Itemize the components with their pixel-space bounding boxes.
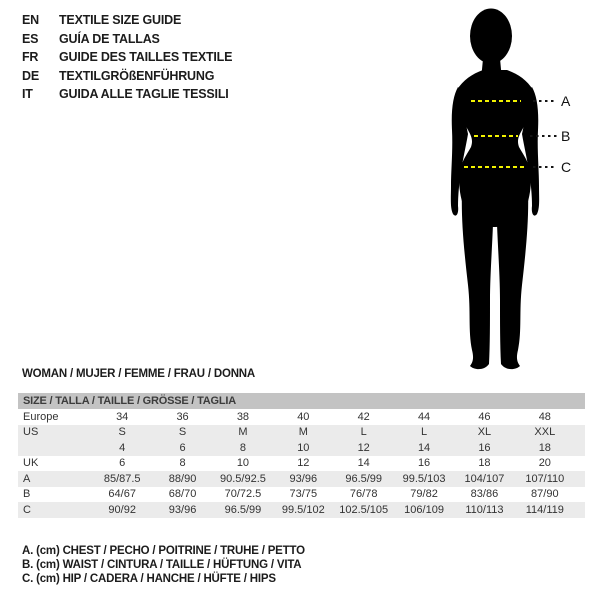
row-label: UK xyxy=(23,457,39,470)
cell: 83/86 xyxy=(470,488,499,501)
cell: 73/75 xyxy=(289,488,318,501)
cell: 8 xyxy=(239,441,246,454)
lang-title: GUIDE DES TAILLES TEXTILE xyxy=(59,50,233,65)
cell: 38 xyxy=(236,410,250,423)
cell: 70/72.5 xyxy=(224,488,262,501)
cell: 18 xyxy=(538,441,551,454)
lang-row-de xyxy=(22,67,232,86)
cell: S xyxy=(178,426,187,439)
table-row-europe xyxy=(18,409,585,425)
cell: 40 xyxy=(297,410,310,423)
table-row-chest-a xyxy=(18,471,585,487)
cell: 110/113 xyxy=(465,503,504,516)
size-table xyxy=(18,393,585,518)
lang-title: TEXTILE SIZE GUIDE xyxy=(59,13,182,27)
cell: 4 xyxy=(119,441,126,454)
lang-code: DE xyxy=(22,68,39,83)
lang-row-fr xyxy=(22,48,232,67)
cell: 42 xyxy=(357,410,370,423)
legend-waist: B. (cm) WAIST / CINTURA / TAILLE / HÜFTUNG / VITA xyxy=(22,558,302,571)
cell: 88/90 xyxy=(168,472,197,485)
cell: 36 xyxy=(176,410,189,423)
table-row-us-letters xyxy=(18,425,585,441)
cell: M xyxy=(238,426,248,439)
woman-silhouette xyxy=(430,0,575,378)
cell: 99.5/102 xyxy=(281,503,325,516)
table-row-waist-b xyxy=(18,487,585,503)
legend-hip: C. (cm) HIP / CADERA / HANCHE / HÜFTE / HIPS xyxy=(22,572,276,585)
cell: L xyxy=(360,426,367,439)
cell: 102.5/105 xyxy=(339,503,389,516)
cell: 104/107 xyxy=(464,472,505,485)
cell: 46 xyxy=(478,410,491,423)
cell: 6 xyxy=(119,457,126,470)
lang-row-it xyxy=(22,85,232,104)
cell: 85/87.5 xyxy=(103,472,141,485)
figure-label-c: C xyxy=(561,159,572,175)
cell: 64/67 xyxy=(108,488,136,501)
cell: 18 xyxy=(478,457,491,470)
lang-code: FR xyxy=(22,50,39,65)
table-row-us-numbers xyxy=(18,440,585,456)
silhouette-right-leg xyxy=(497,190,528,369)
lang-code: IT xyxy=(22,87,33,102)
lang-row-es xyxy=(22,30,232,49)
cell: 76/78 xyxy=(349,488,378,501)
cell: 96.5/99 xyxy=(224,503,262,516)
lang-code: EN xyxy=(22,13,39,27)
cell: 68/70 xyxy=(168,488,197,501)
cell: 6 xyxy=(179,441,186,454)
measurement-legend xyxy=(22,545,305,586)
cell: M xyxy=(298,426,308,439)
cell: 14 xyxy=(417,441,431,454)
cell: S xyxy=(118,426,126,439)
cell: 34 xyxy=(116,410,129,423)
silhouette-left-leg xyxy=(462,190,493,369)
cell: 10 xyxy=(297,441,310,454)
lang-code: ES xyxy=(22,31,39,46)
cell: 96.5/99 xyxy=(345,472,383,485)
cell: XXL xyxy=(534,426,556,439)
lang-row-en xyxy=(22,11,232,30)
cell: XL xyxy=(477,426,492,439)
cell: 107/110 xyxy=(525,472,565,485)
table-header: SIZE / TALLA / TAILLE / GRÖSSE / TAGLIA xyxy=(18,393,585,409)
cell: 10 xyxy=(236,457,250,470)
table-row-uk xyxy=(18,456,585,472)
cell: 90.5/92.5 xyxy=(220,472,266,485)
cell: 48 xyxy=(538,410,551,423)
cell: 20 xyxy=(538,457,551,470)
cell: 99.5/103 xyxy=(402,472,446,485)
row-label: A xyxy=(23,472,31,485)
cell: 79/82 xyxy=(410,488,438,501)
row-label: US xyxy=(23,426,39,439)
lang-title: GUIDA ALLE TAGLIE TESSILI xyxy=(59,87,229,102)
cell: 44 xyxy=(417,410,431,423)
cell: 87/90 xyxy=(531,488,559,501)
cell: 14 xyxy=(357,457,370,470)
table-row-hip-c xyxy=(18,502,585,518)
lang-title: TEXTILGRÖßENFÜHRUNG xyxy=(59,68,215,83)
cell: 114/119 xyxy=(525,503,564,516)
figure-label-b: B xyxy=(561,128,571,144)
cell: 12 xyxy=(357,441,370,454)
cell: 90/92 xyxy=(108,503,136,516)
cell: 8 xyxy=(179,457,186,470)
row-label: Europe xyxy=(23,410,59,423)
cell: 93/96 xyxy=(168,503,197,516)
cell: 16 xyxy=(478,441,491,454)
figure-label-a: A xyxy=(561,93,571,109)
cell: 16 xyxy=(417,457,431,470)
cell: 106/109 xyxy=(404,503,444,516)
language-block xyxy=(22,11,232,104)
cell: 93/96 xyxy=(289,472,318,485)
legend-chest: A. (cm) CHEST / PECHO / POITRINE / TRUHE / PETTO xyxy=(22,545,305,557)
section-title: WOMAN / MUJER / FEMME / FRAU / DONNA xyxy=(22,368,256,380)
row-label: C xyxy=(23,503,31,516)
row-label: B xyxy=(23,488,31,501)
cell: L xyxy=(421,426,428,439)
lang-title: GUÍA DE TALLAS xyxy=(59,31,160,46)
cell: 12 xyxy=(297,457,310,470)
